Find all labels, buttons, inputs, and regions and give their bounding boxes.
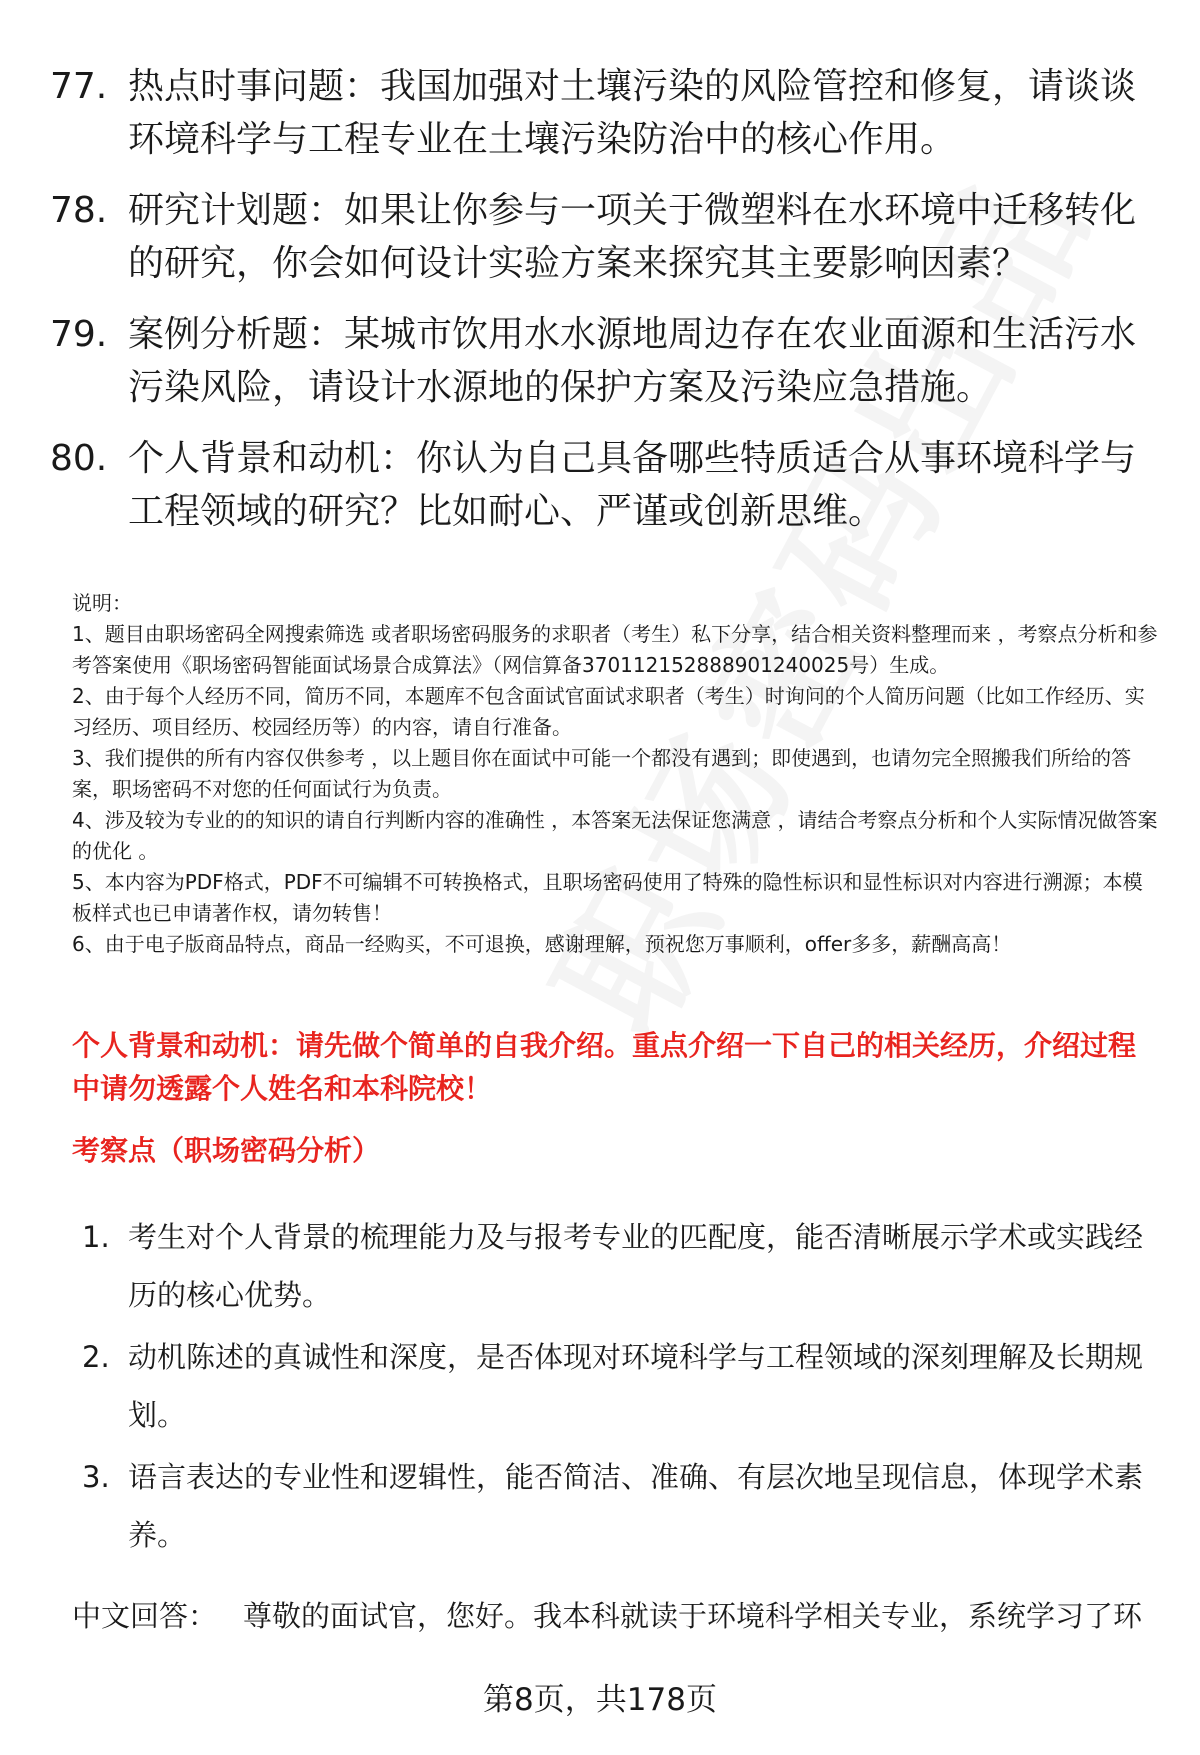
point-text: 动机陈述的真诚性和深度，是否体现对环境科学与工程领域的深刻理解及长期规划。 — [128, 1340, 1144, 1432]
question-text: 热点时事问题：我国加强对土壤污染的风险管控和修复，请谈谈环境科学与工程专业在土壤污染防治中的核心作用。 — [128, 66, 1137, 160]
question-text: 研究计划题：如果让你参与一项关于微塑料在水环境中迁移转化的研究，你会如何设计实验方案来探究其主要影响因素？ — [128, 190, 1137, 284]
notes-section — [72, 588, 1160, 960]
answer-text: 尊敬的面试官，您好。我本科就读于环境科学相关专业，系统学习了环 — [243, 1599, 1143, 1633]
note-item: 5、本内容为PDF格式，PDF不可编辑不可转换格式，且职场密码使用了特殊的隐性标识和显性标识对内容进行溯源；本模板样式也已申请著作权，请勿转售！ — [72, 870, 1143, 925]
note-item: 4、涉及较为专业的的知识的请自行判断内容的准确性 ，本答案无法保证您满意 ，请结合考察点分析和个人实际情况做答案的优化 。 — [72, 808, 1158, 863]
question-text: 个人背景和动机：你认为自己具备哪些特质适合从事环境科学与工程领域的研究？比如耐心、严谨或创新思维。 — [128, 438, 1137, 532]
answer-label: 中文回答： — [72, 1599, 218, 1633]
note-item: 6、由于电子版商品特点，商品一经购买，不可退换，感谢理解，预祝您万事顺利，offer多多，薪酬高高！ — [72, 932, 1012, 956]
point-number: 3. — [82, 1460, 110, 1494]
question-item — [50, 60, 1160, 166]
point-text: 考生对个人背景的梳理能力及与报考专业的匹配度，能否清晰展示学术或实践经历的核心优势。 — [128, 1220, 1144, 1312]
question-number: 79. — [50, 314, 108, 355]
question-item — [50, 308, 1160, 414]
point-text: 语言表达的专业性和逻辑性，能否简洁、准确、有层次地呈现信息，体现学术素养。 — [128, 1460, 1144, 1552]
note-item: 1、题目由职场密码全网搜索筛选 或者职场密码服务的求职者（考生）私下分享，结合相关资料整理而来 ，考察点分析和参考答案使用《职场密码智能面试场景合成算法》（网信算备370112152888901240025号）生成。 — [72, 622, 1158, 677]
analysis-point — [82, 1448, 1160, 1564]
featured-question-heading: 个人背景和动机：请先做个简单的自我介绍。重点介绍一下自己的相关经历，介绍过程中请勿透露个人姓名和本科院校！ — [72, 1029, 1137, 1105]
question-number: 80. — [50, 438, 108, 479]
point-number: 2. — [82, 1340, 110, 1374]
question-item — [50, 184, 1160, 290]
analysis-points — [82, 1208, 1160, 1568]
analysis-point — [82, 1208, 1160, 1324]
note-item: 2、由于每个人经历不同，简历不同，本题库不包含面试官面试求职者（考生）时询问的个人简历问题（比如工作经历、实习经历、项目经历、校园经历等）的内容，请自行准备。 — [72, 684, 1145, 739]
question-number: 77. — [50, 66, 108, 107]
page-footer: 第8页，共178页 — [483, 1682, 717, 1718]
notes-title: 说明： — [72, 591, 132, 615]
analysis-point — [82, 1328, 1160, 1444]
question-number: 78. — [50, 190, 108, 231]
question-item — [50, 432, 1160, 538]
analysis-heading: 考察点（职场密码分析） — [72, 1134, 381, 1167]
point-number: 1. — [82, 1220, 110, 1254]
answer-paragraph — [72, 1596, 1172, 1636]
question-text: 案例分析题：某城市饮用水水源地周边存在农业面源和生活污水污染风险，请设计水源地的保护方案及污染应急措施。 — [128, 314, 1137, 408]
question-list — [50, 60, 1160, 556]
note-item: 3、我们提供的所有内容仅供参考 ，以上题目你在面试中可能一个都没有遇到；即使遇到，也请勿完全照搬我们所给的答案，职场密码不对您的任何面试行为负责。 — [72, 746, 1132, 801]
